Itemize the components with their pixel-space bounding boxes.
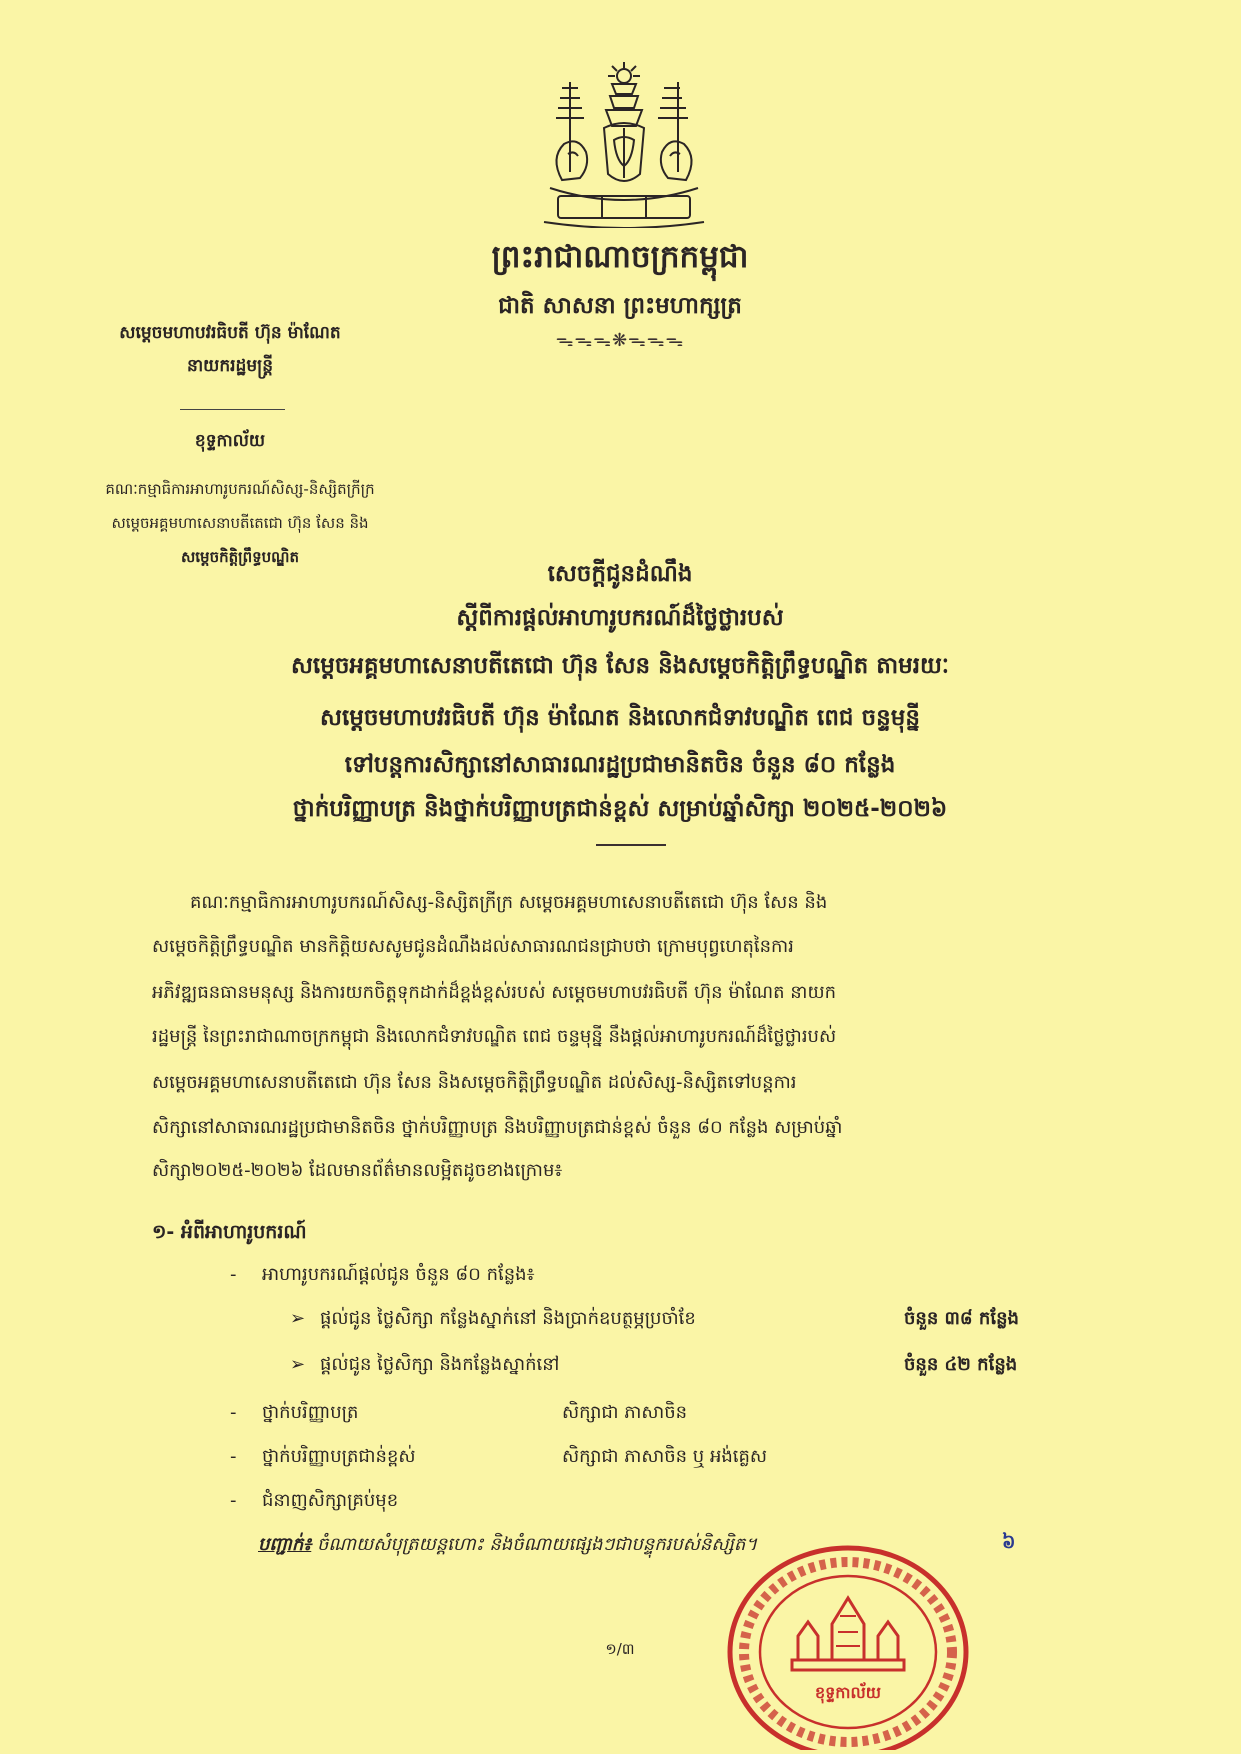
body-paragraph-line: សិក្សា២០២៥-២០២៦ ដែលមានព័ត៌មានលម្អិតដូចខាងក្រោម៖ <box>152 1160 563 1181</box>
cabinet-label: ខុទ្ទកាល័យ <box>194 431 266 451</box>
body-paragraph-line: សិក្សានៅសាធារណរដ្ឋប្រជាមានិតចិន ថ្នាក់បរិញ្ញាបត្រ និងបរិញ្ញាបត្រជាន់ខ្ពស់ ចំនួន ៨០ កន្លែង សម្រាប់ឆ្នាំ <box>152 1117 843 1138</box>
royal-coat-of-arms-emblem <box>540 62 708 228</box>
notice-subtitle-line: សម្តេចមហាបវរធិបតី ហ៊ុន ម៉ាណែត និងលោកជំទាវបណ្ឌិត ពេជ ចន្ទមុន្នី <box>320 705 920 731</box>
body-paragraph-line: សម្តេចអគ្គមហាសេនាបតីតេជោ ហ៊ុន សែន និងសម្តេចកិត្តិព្រឹទ្ធបណ្ឌិត ដល់សិស្ស-និស្សិតទៅបន្តការ <box>152 1072 797 1093</box>
committee-patron-line-2: សម្តេចកិត្តិព្រឹទ្ធបណ្ឌិត <box>181 548 299 566</box>
scholarship-sub-item: ផ្តល់ជូន ថ្លៃសិក្សា កន្លែងស្នាក់នៅ និងប្រាក់ឧបត្ថម្ភប្រចាំខែ <box>320 1308 696 1329</box>
arrow-bullet-icon: ➢ <box>290 1354 306 1375</box>
seal-inner-text: ខុទ្ទកាល័យ <box>814 1683 882 1702</box>
body-paragraph-line: គណៈកម្មាធិការអាហារូបករណ៍សិស្ស-និស្សិតក្រីក្រ សម្តេចអគ្គមហាសេនាបតីតេជោ ហ៊ុន សែន និង <box>190 892 828 913</box>
notice-subtitle-line: ទៅបន្តការសិក្សានៅសាធារណរដ្ឋប្រជាមានិតចិន ចំនួន ៨០ កន្លែង <box>344 752 896 778</box>
kingdom-name: ព្រះរាជាណាចក្រកម្ពុជា <box>491 239 749 275</box>
official-seal-stamp <box>722 1540 974 1750</box>
scholarship-item: អាហារូបករណ៍ផ្តល់ជូន ចំនួន ៨០ កន្លែង៖ <box>262 1264 535 1285</box>
prime-minister-title: នាយករដ្ឋមន្រ្តី <box>187 356 273 376</box>
notice-subtitle-line: ថ្នាក់បរិញ្ញាបត្រ និងថ្នាក់បរិញ្ញាបត្រជាន់ខ្ពស់ សម្រាប់ឆ្នាំសិក្សា ២០២៥-២០២៦ <box>292 796 948 822</box>
committee-name: គណៈកម្មាធិការអាហារូបករណ៍សិស្ស-និស្សិតក្រីក្រ <box>105 480 375 498</box>
degree-level: ថ្នាក់បរិញ្ញាបត្រជាន់ខ្ពស់ <box>262 1446 416 1467</box>
bullet-dash: - <box>230 1402 237 1423</box>
national-motto: ជាតិ សាសនា ព្រះមហាក្សត្រ <box>498 293 742 319</box>
note-text: ចំណាយសំបុត្រយន្តហោះ និងចំណាយផ្សេងៗជាបន្ទុករបស់និស្សិត។ <box>311 1534 758 1555</box>
bullet-dash: - <box>230 1490 237 1511</box>
prime-minister-name: សម្តេចមហាបវរធិបតី ហ៊ុន ម៉ាណែត <box>119 323 341 343</box>
bullet-dash: - <box>230 1264 237 1285</box>
motto-ornament: ᯓᯓᯓ❋ᯓᯓᯓ <box>555 330 685 351</box>
office-divider <box>180 409 285 410</box>
committee-patron-line: សម្តេចអគ្គមហាសេនាបតីតេជោ ហ៊ុន សែន និង <box>111 514 369 532</box>
title-divider <box>596 844 666 846</box>
note-line <box>258 1532 757 1559</box>
notice-title: សេចក្តីជូនដំណឹង <box>547 561 693 587</box>
notice-subtitle-line: សម្តេចអគ្គមហាសេនាបតីតេជោ ហ៊ុន សែន និងសម្តេចកិត្តិព្រឹទ្ធបណ្ឌិត តាមរយៈ <box>291 653 949 679</box>
study-language: សិក្សាជា ភាសាចិន <box>562 1402 688 1423</box>
body-paragraph-line: រដ្ឋមន្រ្តី នៃព្រះរាជាណាចក្រកម្ពុជា និងលោកជំទាវបណ្ឌិត ពេជ ចន្ទមុន្នី នឹងផ្តល់អាហារូបករណ៍ដ៏ថ្លៃថ្លារបស់ <box>152 1026 837 1047</box>
handwritten-mark: ៦ <box>1002 1531 1016 1553</box>
arrow-bullet-icon: ➢ <box>290 1308 306 1329</box>
scholarship-sub-item: ផ្តល់ជូន ថ្លៃសិក្សា និងកន្លែងស្នាក់នៅ <box>320 1354 560 1375</box>
page-number: ១/៣ <box>605 1640 635 1658</box>
notice-subtitle-line: ស្តីពីការផ្តល់អាហារូបករណ៍ដ៏ថ្លៃថ្លារបស់ <box>456 605 784 631</box>
seat-count: ចំនួន ៤២ កន្លែង <box>904 1354 1018 1375</box>
section-heading: ១- អំពីអាហារូបករណ៍ <box>152 1221 307 1243</box>
bullet-dash: - <box>230 1446 237 1467</box>
study-fields: ជំនាញសិក្សាគ្រប់មុខ <box>262 1490 399 1511</box>
study-language: សិក្សាជា ភាសាចិន ឬ អង់គ្លេស <box>562 1446 768 1467</box>
seat-count: ចំនួន ៣៨ កន្លែង <box>904 1308 1019 1329</box>
body-paragraph-line: អភិវឌ្ឍធនធានមនុស្ស និងការយកចិត្តទុកដាក់ដ៏ខ្ពង់ខ្ពស់របស់ សម្តេចមហាបវរធិបតី ហ៊ុន ម៉ាណែត នាយក <box>152 982 837 1003</box>
degree-level: ថ្នាក់បរិញ្ញាបត្រ <box>262 1402 359 1423</box>
note-label: បញ្ជាក់៖ <box>258 1534 312 1555</box>
body-paragraph-line: សម្តេចកិត្តិព្រឹទ្ធបណ្ឌិត មានកិត្តិយសសូមជូនដំណឹងដល់សាធារណជនជ្រាបថា ក្រោមបុព្វហេតុនៃការ <box>152 936 794 957</box>
